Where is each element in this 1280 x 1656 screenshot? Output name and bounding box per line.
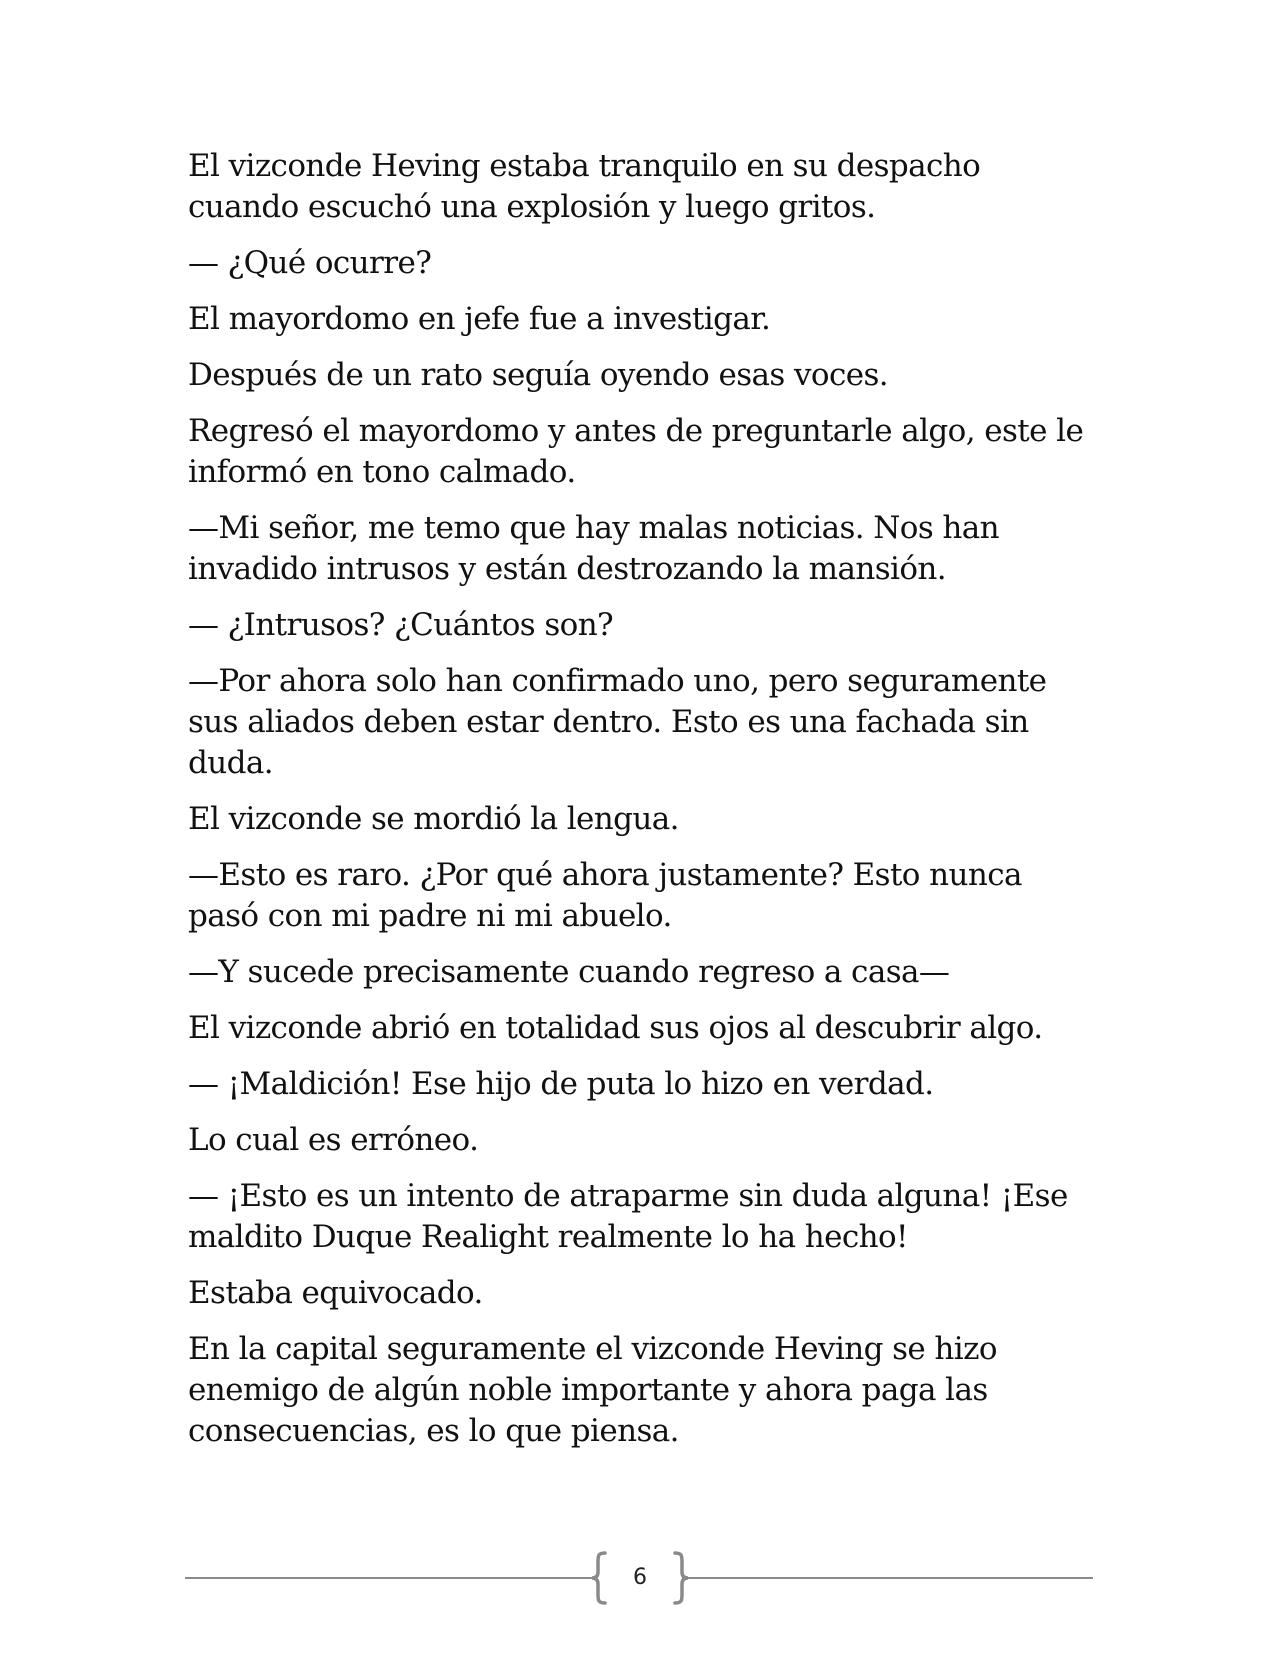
paragraph: Estaba equivocado. [188,1275,483,1311]
paragraph: —Mi señor, me temo que hay malas noticias. Nos han invadido intrusos y están destrozando la mansión. [188,510,1000,587]
paragraph: — ¿Intrusos? ¿Cuántos son? [188,607,614,643]
page-number: 6 [633,1565,647,1590]
paragraph: —Por ahora solo han confirmado uno, pero seguramente sus aliados deben estar dentro. Esto es una fachada sin duda. [188,663,1047,781]
paragraph: En la capital seguramente el vizconde Heving se hizo enemigo de algún noble importante y ahora paga las consecuencias, es lo que piensa. [188,1331,997,1449]
paragraph: Regresó el mayordomo y antes de preguntarle algo, este le informó en tono calmado. [188,413,1084,490]
paragraph: El vizconde abrió en totalidad sus ojos al descubrir algo. [188,1010,1043,1046]
footer-rule-left [185,1577,595,1579]
paragraph: El vizconde se mordió la lengua. [188,801,679,837]
paragraph: — ¡Maldición! Ese hijo de puta lo hizo en verdad. [188,1066,934,1102]
paragraph: —Esto es raro. ¿Por qué ahora justamente? Esto nunca pasó con mi padre ni mi abuelo. [188,857,1022,934]
paragraph: Después de un rato seguía oyendo esas voces. [188,357,889,393]
page-footer [0,1550,1280,1610]
paragraph: — ¡Esto es un intento de atraparme sin duda alguna! ¡Ese maldito Duque Realight realmente lo ha hecho! [188,1178,1068,1255]
paragraph: — ¿Qué ocurre? [188,245,432,281]
paragraph: El vizconde Heving estaba tranquilo en su despacho cuando escuchó una explosión y luego gritos. [188,148,981,225]
paragraph: Lo cual es erróneo. [188,1122,479,1158]
body-text [188,146,1088,1467]
paragraph: El mayordomo en jefe fue a investigar. [188,301,771,337]
footer-rule-right [682,1577,1093,1579]
left-brace-icon [589,1550,609,1606]
paragraph: —Y sucede precisamente cuando regreso a casa— [188,954,950,990]
